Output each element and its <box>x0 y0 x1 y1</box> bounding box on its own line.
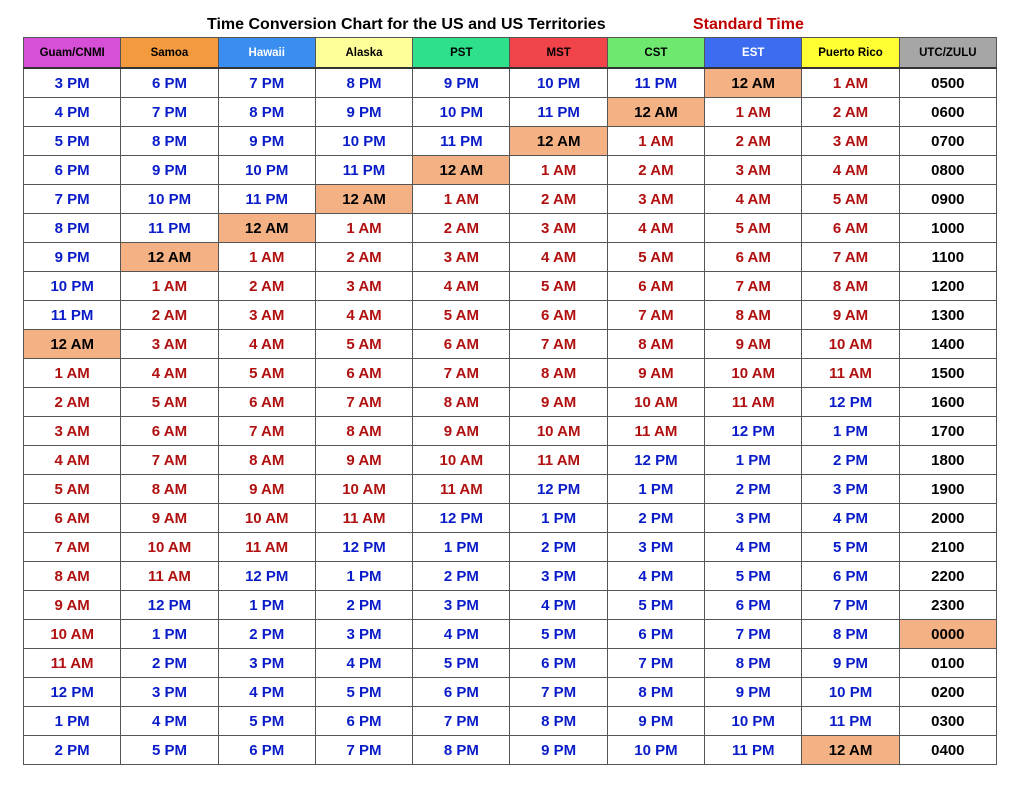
table-row <box>24 127 997 156</box>
time-cell: 12 PM <box>705 417 802 446</box>
time-cell: 3 AM <box>705 156 802 185</box>
time-cell: 6 AM <box>607 272 704 301</box>
time-cell: 9 AM <box>607 359 704 388</box>
table-row <box>24 620 997 649</box>
time-cell: 6 AM <box>218 388 315 417</box>
time-cell: 4 PM <box>24 98 121 127</box>
time-cell: 3 AM <box>413 243 510 272</box>
time-cell: 12 AM <box>607 98 704 127</box>
time-cell: 6 PM <box>24 156 121 185</box>
time-cell: 4 AM <box>413 272 510 301</box>
time-cell: 8 AM <box>315 417 412 446</box>
time-cell: 7 AM <box>315 388 412 417</box>
time-cell: 7 PM <box>510 678 607 707</box>
time-cell: 2 PM <box>121 649 218 678</box>
time-cell: 3 PM <box>315 620 412 649</box>
time-cell: 0200 <box>899 678 996 707</box>
table-body <box>24 68 997 765</box>
time-cell: 2300 <box>899 591 996 620</box>
time-cell: 1 PM <box>802 417 899 446</box>
time-cell: 4 PM <box>315 649 412 678</box>
time-cell: 11 PM <box>607 68 704 98</box>
time-cell: 7 AM <box>121 446 218 475</box>
time-cell: 1600 <box>899 388 996 417</box>
column-header-hawaii: Hawaii <box>218 38 315 69</box>
time-cell: 5 PM <box>218 707 315 736</box>
time-cell: 5 AM <box>607 243 704 272</box>
time-cell: 8 PM <box>24 214 121 243</box>
header-row <box>24 38 997 69</box>
time-cell: 9 PM <box>510 736 607 765</box>
time-cell: 7 PM <box>705 620 802 649</box>
time-cell: 6 AM <box>413 330 510 359</box>
time-cell: 2 PM <box>24 736 121 765</box>
time-cell: 11 AM <box>121 562 218 591</box>
time-cell: 6 AM <box>705 243 802 272</box>
column-header-alaska: Alaska <box>315 38 412 69</box>
table-row <box>24 156 997 185</box>
time-cell: 1700 <box>899 417 996 446</box>
time-cell: 12 AM <box>121 243 218 272</box>
table-row <box>24 272 997 301</box>
time-cell: 0700 <box>899 127 996 156</box>
time-cell: 9 PM <box>24 243 121 272</box>
time-cell: 11 PM <box>24 301 121 330</box>
time-cell: 10 PM <box>24 272 121 301</box>
table-row <box>24 185 997 214</box>
time-cell: 2 PM <box>413 562 510 591</box>
time-cell: 7 PM <box>218 68 315 98</box>
time-cell: 4 PM <box>218 678 315 707</box>
time-cell: 9 AM <box>802 301 899 330</box>
time-cell: 9 AM <box>705 330 802 359</box>
time-cell: 8 AM <box>510 359 607 388</box>
time-cell: 2 AM <box>413 214 510 243</box>
time-cell: 12 PM <box>510 475 607 504</box>
time-cell: 6 PM <box>121 68 218 98</box>
time-cell: 2100 <box>899 533 996 562</box>
time-cell: 12 PM <box>315 533 412 562</box>
time-cell: 11 AM <box>24 649 121 678</box>
time-cell: 6 AM <box>315 359 412 388</box>
column-header-puerto-rico: Puerto Rico <box>802 38 899 69</box>
time-cell: 9 PM <box>218 127 315 156</box>
time-cell: 12 AM <box>510 127 607 156</box>
time-cell: 4 PM <box>607 562 704 591</box>
time-cell: 2 PM <box>315 591 412 620</box>
time-cell: 9 PM <box>315 98 412 127</box>
time-cell: 10 PM <box>121 185 218 214</box>
time-cell: 7 PM <box>413 707 510 736</box>
time-cell: 11 AM <box>315 504 412 533</box>
time-cell: 4 PM <box>413 620 510 649</box>
time-cell: 10 AM <box>705 359 802 388</box>
time-cell: 1000 <box>899 214 996 243</box>
time-cell: 3 PM <box>24 68 121 98</box>
time-cell: 11 AM <box>607 417 704 446</box>
time-cell: 3 AM <box>218 301 315 330</box>
time-cell: 4 AM <box>607 214 704 243</box>
time-cell: 2 PM <box>802 446 899 475</box>
time-cell: 8 PM <box>510 707 607 736</box>
time-cell: 8 AM <box>413 388 510 417</box>
chart-subtitle: Standard Time <box>693 16 804 33</box>
time-cell: 10 AM <box>802 330 899 359</box>
time-cell: 11 AM <box>218 533 315 562</box>
time-cell: 5 PM <box>802 533 899 562</box>
time-cell: 4 AM <box>705 185 802 214</box>
time-cell: 1 AM <box>510 156 607 185</box>
time-cell: 5 AM <box>121 388 218 417</box>
time-cell: 2 PM <box>510 533 607 562</box>
time-cell: 1 AM <box>802 68 899 98</box>
time-cell: 5 PM <box>121 736 218 765</box>
time-cell: 7 AM <box>413 359 510 388</box>
time-cell: 2 AM <box>121 301 218 330</box>
time-cell: 5 PM <box>315 678 412 707</box>
time-cell: 3 AM <box>510 214 607 243</box>
time-cell: 1500 <box>899 359 996 388</box>
time-cell: 0400 <box>899 736 996 765</box>
time-cell: 8 AM <box>607 330 704 359</box>
time-cell: 11 PM <box>802 707 899 736</box>
time-cell: 12 PM <box>24 678 121 707</box>
time-cell: 7 PM <box>121 98 218 127</box>
time-cell: 8 PM <box>802 620 899 649</box>
time-cell: 6 PM <box>705 591 802 620</box>
time-cell: 2 AM <box>705 127 802 156</box>
time-cell: 8 PM <box>121 127 218 156</box>
time-cell: 10 AM <box>510 417 607 446</box>
time-cell: 0000 <box>899 620 996 649</box>
time-cell: 4 PM <box>121 707 218 736</box>
time-cell: 2 AM <box>218 272 315 301</box>
table-row <box>24 417 997 446</box>
time-cell: 7 PM <box>802 591 899 620</box>
time-cell: 3 AM <box>607 185 704 214</box>
time-cell: 9 AM <box>510 388 607 417</box>
time-cell: 8 PM <box>413 736 510 765</box>
table-row <box>24 736 997 765</box>
time-cell: 3 PM <box>510 562 607 591</box>
time-cell: 2 AM <box>607 156 704 185</box>
time-cell: 12 AM <box>218 214 315 243</box>
time-cell: 3 PM <box>218 649 315 678</box>
time-cell: 9 PM <box>413 68 510 98</box>
time-cell: 7 AM <box>510 330 607 359</box>
time-cell: 3 PM <box>802 475 899 504</box>
time-cell: 0500 <box>899 68 996 98</box>
column-header-cst: CST <box>607 38 704 69</box>
time-cell: 11 PM <box>315 156 412 185</box>
time-cell: 6 PM <box>510 649 607 678</box>
table-row <box>24 649 997 678</box>
time-cell: 5 AM <box>24 475 121 504</box>
time-cell: 12 AM <box>24 330 121 359</box>
table-row <box>24 591 997 620</box>
time-cell: 1200 <box>899 272 996 301</box>
time-cell: 2 AM <box>24 388 121 417</box>
time-cell: 10 PM <box>705 707 802 736</box>
time-cell: 3 AM <box>802 127 899 156</box>
table-row <box>24 504 997 533</box>
time-cell: 1 PM <box>218 591 315 620</box>
time-cell: 0600 <box>899 98 996 127</box>
time-cell: 10 AM <box>315 475 412 504</box>
table-row <box>24 707 997 736</box>
time-cell: 9 PM <box>607 707 704 736</box>
time-cell: 7 PM <box>607 649 704 678</box>
table-row <box>24 68 997 98</box>
time-cell: 6 AM <box>121 417 218 446</box>
time-cell: 0800 <box>899 156 996 185</box>
time-cell: 0100 <box>899 649 996 678</box>
time-cell: 11 PM <box>705 736 802 765</box>
time-cell: 10 PM <box>218 156 315 185</box>
time-cell: 10 PM <box>315 127 412 156</box>
time-cell: 4 PM <box>510 591 607 620</box>
table-row <box>24 214 997 243</box>
time-cell: 10 PM <box>510 68 607 98</box>
time-cell: 5 PM <box>413 649 510 678</box>
time-cell: 1900 <box>899 475 996 504</box>
time-cell: 1300 <box>899 301 996 330</box>
table-row <box>24 330 997 359</box>
time-cell: 1400 <box>899 330 996 359</box>
time-cell: 10 PM <box>802 678 899 707</box>
time-cell: 11 PM <box>121 214 218 243</box>
time-cell: 10 AM <box>413 446 510 475</box>
time-cell: 5 AM <box>705 214 802 243</box>
time-cell: 9 AM <box>121 504 218 533</box>
time-cell: 10 AM <box>24 620 121 649</box>
time-cell: 7 AM <box>218 417 315 446</box>
time-cell: 8 PM <box>315 68 412 98</box>
time-cell: 7 PM <box>24 185 121 214</box>
time-cell: 11 AM <box>802 359 899 388</box>
column-header-utc-zulu: UTC/ZULU <box>899 38 996 69</box>
time-cell: 8 PM <box>607 678 704 707</box>
time-cell: 11 AM <box>510 446 607 475</box>
column-header-est: EST <box>705 38 802 69</box>
time-cell: 10 AM <box>607 388 704 417</box>
time-cell: 5 AM <box>218 359 315 388</box>
time-cell: 10 PM <box>413 98 510 127</box>
time-cell: 11 AM <box>413 475 510 504</box>
time-cell: 5 AM <box>413 301 510 330</box>
time-cell: 2 AM <box>802 98 899 127</box>
time-cell: 5 PM <box>705 562 802 591</box>
time-cell: 5 PM <box>510 620 607 649</box>
time-cell: 12 AM <box>802 736 899 765</box>
time-cell: 9 PM <box>705 678 802 707</box>
table-row <box>24 243 997 272</box>
time-cell: 5 PM <box>607 591 704 620</box>
time-cell: 9 AM <box>413 417 510 446</box>
time-cell: 12 PM <box>218 562 315 591</box>
table-row <box>24 98 997 127</box>
time-cell: 2 PM <box>218 620 315 649</box>
time-cell: 10 PM <box>607 736 704 765</box>
time-cell: 6 PM <box>218 736 315 765</box>
time-conversion-table <box>23 37 997 765</box>
time-cell: 1 AM <box>24 359 121 388</box>
time-cell: 4 PM <box>705 533 802 562</box>
time-cell: 6 AM <box>24 504 121 533</box>
time-cell: 12 PM <box>413 504 510 533</box>
column-header-samoa: Samoa <box>121 38 218 69</box>
time-cell: 4 AM <box>802 156 899 185</box>
time-cell: 12 PM <box>121 591 218 620</box>
time-cell: 6 AM <box>802 214 899 243</box>
time-cell: 5 AM <box>802 185 899 214</box>
time-cell: 1 PM <box>24 707 121 736</box>
column-header-guam-cnmi: Guam/CNMI <box>24 38 121 69</box>
table-row <box>24 446 997 475</box>
time-cell: 5 PM <box>24 127 121 156</box>
time-cell: 2 PM <box>705 475 802 504</box>
time-cell: 1800 <box>899 446 996 475</box>
time-cell: 1 PM <box>607 475 704 504</box>
time-cell: 12 AM <box>413 156 510 185</box>
table-row <box>24 388 997 417</box>
time-cell: 8 AM <box>24 562 121 591</box>
time-cell: 12 AM <box>315 185 412 214</box>
time-cell: 6 PM <box>802 562 899 591</box>
time-cell: 8 AM <box>802 272 899 301</box>
time-cell: 9 PM <box>802 649 899 678</box>
time-cell: 2 AM <box>315 243 412 272</box>
time-cell: 3 AM <box>24 417 121 446</box>
time-cell: 1 AM <box>607 127 704 156</box>
time-cell: 9 PM <box>121 156 218 185</box>
time-cell: 7 PM <box>315 736 412 765</box>
time-cell: 1 PM <box>315 562 412 591</box>
time-cell: 3 PM <box>607 533 704 562</box>
time-cell: 4 AM <box>315 301 412 330</box>
time-cell: 11 PM <box>510 98 607 127</box>
table-row <box>24 533 997 562</box>
time-cell: 0900 <box>899 185 996 214</box>
time-cell: 12 PM <box>607 446 704 475</box>
time-cell: 1100 <box>899 243 996 272</box>
time-cell: 12 PM <box>802 388 899 417</box>
time-cell: 3 PM <box>121 678 218 707</box>
column-header-pst: PST <box>413 38 510 69</box>
table-row <box>24 562 997 591</box>
time-cell: 1 PM <box>510 504 607 533</box>
time-cell: 8 AM <box>705 301 802 330</box>
column-header-mst: MST <box>510 38 607 69</box>
time-cell: 8 AM <box>121 475 218 504</box>
time-cell: 8 PM <box>218 98 315 127</box>
time-cell: 11 PM <box>413 127 510 156</box>
time-cell: 3 AM <box>315 272 412 301</box>
time-cell: 6 PM <box>413 678 510 707</box>
time-cell: 1 AM <box>413 185 510 214</box>
time-cell: 3 PM <box>705 504 802 533</box>
time-cell: 6 AM <box>510 301 607 330</box>
chart-title: Time Conversion Chart for the US and US Territories <box>207 16 606 33</box>
time-cell: 2000 <box>899 504 996 533</box>
table-row <box>24 475 997 504</box>
time-cell: 4 AM <box>24 446 121 475</box>
table-row <box>24 301 997 330</box>
time-cell: 7 AM <box>24 533 121 562</box>
time-cell: 10 AM <box>121 533 218 562</box>
time-cell: 5 AM <box>315 330 412 359</box>
time-cell: 7 AM <box>607 301 704 330</box>
time-cell: 5 AM <box>510 272 607 301</box>
title-row <box>0 16 1024 38</box>
time-cell: 6 PM <box>607 620 704 649</box>
time-cell: 0300 <box>899 707 996 736</box>
time-cell: 7 AM <box>705 272 802 301</box>
time-cell: 2 PM <box>607 504 704 533</box>
time-cell: 9 AM <box>218 475 315 504</box>
time-cell: 1 AM <box>705 98 802 127</box>
table-row <box>24 678 997 707</box>
time-cell: 4 PM <box>802 504 899 533</box>
time-cell: 1 PM <box>413 533 510 562</box>
time-cell: 11 AM <box>705 388 802 417</box>
time-cell: 3 PM <box>413 591 510 620</box>
time-cell: 12 AM <box>705 68 802 98</box>
time-cell: 4 AM <box>121 359 218 388</box>
time-cell: 2200 <box>899 562 996 591</box>
time-cell: 1 AM <box>218 243 315 272</box>
time-cell: 9 AM <box>315 446 412 475</box>
time-cell: 6 PM <box>315 707 412 736</box>
time-cell: 9 AM <box>24 591 121 620</box>
table-row <box>24 359 997 388</box>
time-cell: 2 AM <box>510 185 607 214</box>
time-cell: 11 PM <box>218 185 315 214</box>
time-cell: 1 AM <box>315 214 412 243</box>
time-cell: 1 AM <box>121 272 218 301</box>
time-cell: 7 AM <box>802 243 899 272</box>
time-cell: 1 PM <box>705 446 802 475</box>
time-cell: 8 AM <box>218 446 315 475</box>
time-cell: 4 AM <box>218 330 315 359</box>
time-cell: 1 PM <box>121 620 218 649</box>
time-cell: 4 AM <box>510 243 607 272</box>
time-cell: 3 AM <box>121 330 218 359</box>
time-cell: 8 PM <box>705 649 802 678</box>
time-cell: 10 AM <box>218 504 315 533</box>
